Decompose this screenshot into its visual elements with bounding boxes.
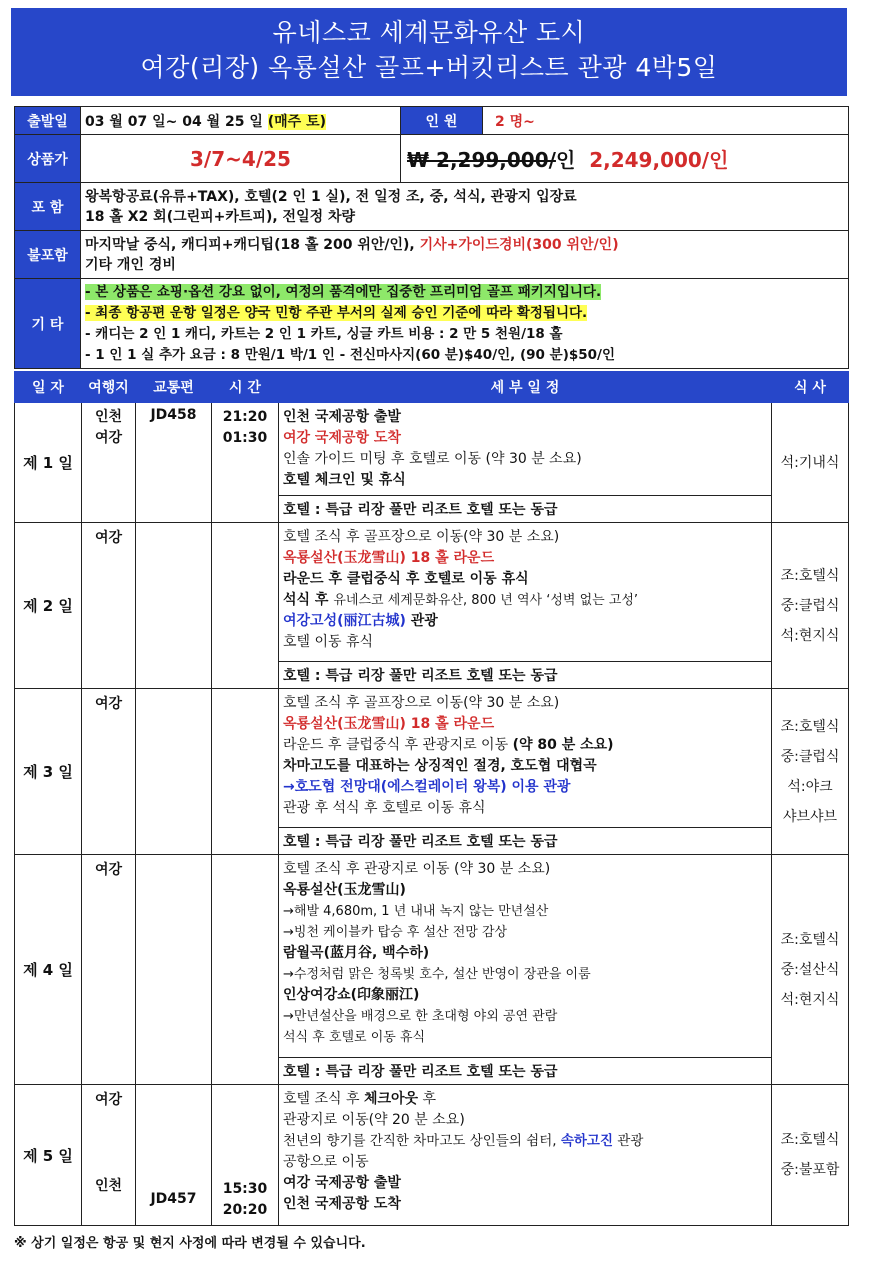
day-2-detail bbox=[279, 523, 772, 662]
etc-label: 기 타 bbox=[15, 279, 81, 369]
day-3-meal-3: 석:야크 bbox=[787, 778, 833, 795]
title-line-2: 여강(리장) 옥룡설산 골프+버킷리스트 관광 4박5일 bbox=[140, 53, 718, 82]
include-value bbox=[81, 183, 849, 231]
day-1-detail bbox=[279, 403, 772, 496]
day-4-time bbox=[212, 855, 279, 1085]
day-2-meal-2: 중:클럽식 bbox=[780, 597, 840, 614]
departure-weekday: (매주 토) bbox=[267, 113, 326, 130]
day-2-line-5 bbox=[283, 611, 767, 632]
day-5-place-1: 여강 bbox=[94, 1092, 123, 1108]
header-transport: 교통편 bbox=[136, 372, 212, 403]
day-1-line-1: 인천 국제공항 출발 bbox=[283, 409, 401, 425]
day-4-line-3: →해발 4,680m, 1 년 내내 녹지 않는 만년설산 bbox=[283, 904, 549, 919]
day-5-meal-2: 중:불포함 bbox=[780, 1162, 840, 1178]
day-4-row bbox=[15, 855, 849, 1058]
schedule-table bbox=[14, 371, 849, 1226]
day-5-line-3-a: 천년의 향기를 간직한 차마고도 상인들의 쉼터, bbox=[283, 1133, 561, 1149]
header-day: 일 자 bbox=[15, 372, 82, 403]
day-4-meal bbox=[772, 855, 849, 1085]
day-2-transport bbox=[136, 523, 212, 689]
day-3-line-3 bbox=[283, 735, 767, 756]
day-1-time-1: 21:20 bbox=[222, 409, 268, 425]
day-3-line-2: 옥룡설산(玉龙雪山) 18 홀 라운드 bbox=[283, 716, 495, 732]
price-values bbox=[401, 135, 849, 183]
etc-line-4: - 1 인 1 실 추가 요금 : 8 만원/1 박/1 인 - 전신마사지(60 분)$40/인, (90 분)$50/인 bbox=[85, 346, 616, 363]
day-4-meal-2: 중:설산식 bbox=[780, 961, 840, 978]
etc-value bbox=[81, 279, 849, 369]
day-5-row bbox=[15, 1085, 849, 1226]
day-1-transport: JD458 bbox=[136, 403, 212, 523]
day-2-label: 제 2 일 bbox=[15, 523, 82, 689]
day-2-line-5-rest: 관광 bbox=[405, 613, 438, 629]
day-4-line-5: 람월곡(蓝月谷, 백수하) bbox=[283, 945, 430, 961]
day-5-time bbox=[212, 1085, 279, 1226]
day-4-transport bbox=[136, 855, 212, 1085]
day-5-line-1-c: 후 bbox=[418, 1091, 437, 1107]
price-row bbox=[15, 135, 849, 183]
product-info-table bbox=[14, 106, 849, 369]
day-2-line-4-bold: 석식 후 bbox=[283, 592, 334, 608]
day-2-line-4-rest: 유네스코 세계문화유산, 800 년 역사 ‘성벽 없는 고성’ bbox=[333, 593, 639, 608]
day-5-shuhe: 속하고진 bbox=[560, 1133, 613, 1149]
day-3-time bbox=[212, 689, 279, 855]
title-line-1: 유네스코 세계문화유산 도시 bbox=[272, 18, 586, 47]
header-meal: 식 사 bbox=[772, 372, 849, 403]
include-line-1: 왕복항공료(유류+TAX), 호텔(2 인 1 실), 전 일정 조, 중, 석식, 관광지 입장료 bbox=[85, 188, 577, 205]
header-detail: 세 부 일 정 bbox=[279, 372, 772, 403]
price-label: 상품가 bbox=[15, 135, 81, 183]
exclude-row bbox=[15, 231, 849, 279]
day-4-place: 여강 bbox=[82, 855, 136, 1085]
include-label: 포 함 bbox=[15, 183, 81, 231]
day-2-line-1: 호텔 조식 후 골프장으로 이동(약 30 분 소요) bbox=[283, 529, 560, 545]
day-3-line-6: 관광 후 석식 후 호텔로 이동 휴식 bbox=[283, 800, 486, 816]
day-5-line-3 bbox=[283, 1131, 771, 1152]
day-2-line-6: 호텔 이동 휴식 bbox=[283, 634, 374, 650]
exclude-value bbox=[81, 231, 849, 279]
header-place: 여행지 bbox=[82, 372, 136, 403]
price-old: ₩ 2,299,000/ bbox=[407, 148, 556, 172]
day-4-line-7: 인상여강쇼(印象丽江) bbox=[283, 987, 420, 1003]
people-value: 2 명~ bbox=[483, 107, 849, 135]
day-5-time-2: 20:20 bbox=[222, 1202, 268, 1218]
day-5-line-4: 공항으로 이동 bbox=[283, 1154, 369, 1170]
day-2-line-2: 옥룡설산(玉龙雪山) 18 홀 라운드 bbox=[283, 550, 495, 566]
day-2-meal-1: 조:호텔식 bbox=[780, 567, 840, 584]
day-4-label: 제 4 일 bbox=[15, 855, 82, 1085]
day-4-line-9: 석식 후 호텔로 이동 휴식 bbox=[283, 1030, 426, 1045]
day-5-line-2: 관광지로 이동(약 20 분 소요) bbox=[283, 1112, 465, 1128]
day-2-old-town: 여강고성(丽江古城) bbox=[283, 613, 406, 629]
day-2-hotel: 호텔 : 특급 리장 풀만 리조트 호텔 또는 동급 bbox=[279, 662, 772, 689]
day-3-detail bbox=[279, 689, 772, 828]
day-3-hotel: 호텔 : 특급 리장 풀만 리조트 호텔 또는 동급 bbox=[279, 828, 772, 855]
etc-line-3: - 캐디는 2 인 1 캐디, 카트는 2 인 1 카트, 싱글 카트 비용 : 2 만 5 천원/18 홀 bbox=[85, 325, 563, 342]
day-5-place bbox=[82, 1085, 136, 1226]
price-new: 2,249,000/인 bbox=[589, 148, 729, 172]
day-3-meal-2: 중:클럽식 bbox=[780, 748, 840, 765]
etc-line-2: - 최종 항공편 운항 일정은 양국 민항 주관 부서의 실제 승인 기준에 따라 확정됩니다. bbox=[85, 304, 588, 321]
day-3-meal-4: 샤브샤브 bbox=[782, 808, 838, 825]
day-4-detail bbox=[279, 855, 772, 1058]
day-5-place-2: 인천 bbox=[94, 1178, 123, 1194]
header-time: 시 간 bbox=[212, 372, 279, 403]
day-5-checkout: 체크아웃 bbox=[363, 1091, 419, 1107]
departure-dates: 03 월 07 일~ 04 월 25 일 bbox=[85, 113, 268, 130]
etc-row bbox=[15, 279, 849, 369]
day-2-meal bbox=[772, 523, 849, 689]
schedule-header-row bbox=[15, 372, 849, 403]
footnote: ※ 상기 일정은 항공 및 현지 사정에 따라 변경될 수 있습니다. bbox=[14, 1236, 366, 1251]
day-3-line-5: →호도협 전망대(에스컬레이터 왕복) 이용 관광 bbox=[283, 779, 571, 795]
day-2-line-4 bbox=[283, 590, 767, 611]
day-5-time-1: 15:30 bbox=[222, 1181, 268, 1197]
day-2-row bbox=[15, 523, 849, 662]
include-row bbox=[15, 183, 849, 231]
day-4-line-6: →수정처럼 맑은 청록빛 호수, 설산 반영이 장관을 이룸 bbox=[283, 967, 591, 982]
day-1-time-2: 01:30 bbox=[222, 430, 268, 446]
day-1-line-3: 인솔 가이드 미팅 후 호텔로 이동 (약 30 분 소요) bbox=[283, 451, 582, 467]
exclude-label: 불포함 bbox=[15, 231, 81, 279]
day-2-line-3: 라운드 후 클럽중식 후 호텔로 이동 휴식 bbox=[283, 571, 529, 587]
day-1-meal: 석:기내식 bbox=[772, 403, 849, 523]
include-line-2: 18 홀 X2 회(그린피+카트피), 전일정 차량 bbox=[85, 208, 356, 225]
day-5-line-6: 인천 국제공항 도착 bbox=[283, 1196, 401, 1212]
day-1-label: 제 1 일 bbox=[15, 403, 82, 523]
day-1-place-1: 인천 bbox=[94, 409, 123, 425]
day-4-meal-3: 석:현지식 bbox=[780, 991, 840, 1008]
day-5-line-3-c: 관광 bbox=[613, 1133, 644, 1149]
departure-value bbox=[81, 107, 401, 135]
day-4-line-8: →만년설산을 배경으로 한 초대형 야외 공연 관람 bbox=[283, 1009, 558, 1024]
day-1-line-2: 여강 국제공항 도착 bbox=[283, 430, 401, 446]
exclude-text: 마지막날 중식, 캐디피+캐디팁(18 홀 200 위안/인), bbox=[85, 236, 420, 253]
day-1-place-2: 여강 bbox=[94, 430, 123, 446]
day-1-time bbox=[212, 403, 279, 523]
day-5-meal-1: 조:호텔식 bbox=[780, 1132, 840, 1148]
day-3-label: 제 3 일 bbox=[15, 689, 82, 855]
day-3-line-4: 차마고도를 대표하는 상징적인 절경, 호도협 대협곡 bbox=[283, 758, 597, 774]
day-5-line-5: 여강 국제공항 출발 bbox=[283, 1175, 401, 1191]
day-2-time bbox=[212, 523, 279, 689]
departure-row bbox=[15, 107, 849, 135]
day-1-hotel: 호텔 : 특급 리장 풀만 리조트 호텔 또는 동급 bbox=[279, 496, 772, 523]
day-4-line-2: 옥룡설산(玉龙雪山) bbox=[283, 882, 406, 898]
day-2-place: 여강 bbox=[82, 523, 136, 689]
day-5-label: 제 5 일 bbox=[15, 1085, 82, 1226]
etc-line-1: - 본 상품은 쇼핑·옵션 강요 없이, 여정의 품격에만 집중한 프리미엄 골프 패키지입니다. bbox=[85, 283, 602, 300]
day-5-line-1-a: 호텔 조식 후 bbox=[283, 1091, 364, 1107]
day-4-line-1: 호텔 조식 후 관광지로 이동 (약 30 분 소요) bbox=[283, 861, 551, 877]
exclude-guide-fee: 기사+가이드경비(300 위안/인) bbox=[419, 236, 619, 253]
day-5-meal bbox=[772, 1085, 849, 1226]
day-3-line-1: 호텔 조식 후 골프장으로 이동(약 30 분 소요) bbox=[283, 695, 560, 711]
day-2-meal-3: 석:현지식 bbox=[780, 627, 840, 644]
people-label: 인 원 bbox=[401, 107, 483, 135]
day-5-line-1 bbox=[283, 1089, 771, 1110]
exclude-line-2: 기타 개인 경비 bbox=[85, 256, 176, 273]
day-4-meal-1: 조:호텔식 bbox=[780, 931, 840, 948]
day-3-transport bbox=[136, 689, 212, 855]
day-3-row bbox=[15, 689, 849, 828]
day-3-meal bbox=[772, 689, 849, 855]
day-3-place: 여강 bbox=[82, 689, 136, 855]
day-4-hotel: 호텔 : 특급 리장 풀만 리조트 호텔 또는 동급 bbox=[279, 1058, 772, 1085]
day-5-transport: JD457 bbox=[136, 1085, 212, 1226]
title-banner bbox=[11, 8, 847, 96]
day-3-line-3-text: 라운드 후 클럽중식 후 관광지로 이동 bbox=[283, 737, 513, 753]
day-3-meal-1: 조:호텔식 bbox=[780, 718, 840, 735]
day-1-line-4: 호텔 체크인 및 휴식 bbox=[283, 472, 406, 488]
price-period: 3/7~4/25 bbox=[81, 135, 401, 183]
departure-label: 출발일 bbox=[15, 107, 81, 135]
exclude-line-1 bbox=[85, 235, 844, 255]
price-old-suffix: 인 bbox=[555, 148, 576, 172]
day-5-detail bbox=[279, 1085, 772, 1226]
day-1-place bbox=[82, 403, 136, 523]
day-4-line-4: →빙천 케이블카 탑승 후 설산 전망 감상 bbox=[283, 925, 508, 940]
day-3-line-3-duration: (약 80 분 소요) bbox=[512, 737, 614, 753]
day-1-row bbox=[15, 403, 849, 496]
